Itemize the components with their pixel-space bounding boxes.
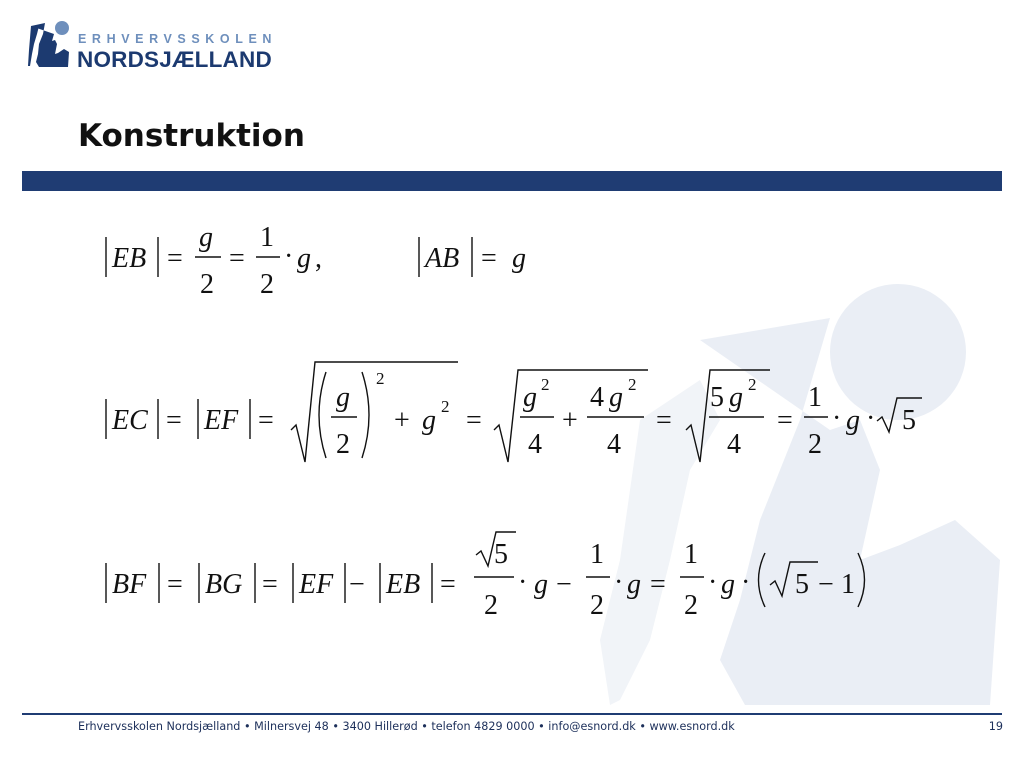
logo-text-top: ERHVERVSSKOLEN [78,32,278,46]
svg-text:·: · [866,403,876,434]
svg-text:·: · [518,567,528,598]
logo-text-bottom: NORDSJÆLLAND [77,47,272,72]
svg-text:EF: EF [299,569,334,600]
svg-text:2: 2 [376,369,385,388]
svg-text:·: · [708,567,718,598]
svg-text:=: = [262,569,278,600]
svg-text:5: 5 [795,569,809,600]
svg-text:g: g [199,222,213,253]
svg-text:2: 2 [590,590,604,621]
svg-text:g: g [512,243,526,274]
svg-text:5: 5 [710,382,724,413]
svg-text:g: g [336,382,350,413]
formula-bf [106,532,865,621]
svg-text:+: + [562,405,578,436]
svg-text:g: g [729,382,743,413]
svg-text:+: + [394,405,410,436]
formula-ab [419,237,526,277]
svg-text:EC: EC [112,405,148,436]
svg-text:g: g [609,382,623,413]
svg-text:·: · [614,567,624,598]
svg-text:EB: EB [112,243,147,274]
svg-text:EB: EB [386,569,421,600]
svg-text:=: = [656,405,672,436]
svg-text:=: = [167,243,183,274]
svg-text:2: 2 [808,429,822,460]
svg-text:g: g [627,569,641,600]
svg-text:g: g [534,569,548,600]
svg-text:1: 1 [684,539,698,570]
svg-text:1: 1 [260,222,274,253]
svg-text:=: = [466,405,482,436]
svg-text:2: 2 [484,590,498,621]
svg-text:4: 4 [727,429,741,460]
slide-title: Konstruktion [78,118,305,154]
svg-text:2: 2 [260,269,274,300]
svg-text:g: g [846,405,860,436]
svg-text:=: = [650,569,666,600]
page-number: 19 [988,720,1003,733]
svg-text:2: 2 [336,429,350,460]
formula-eb [106,222,322,300]
svg-text:1: 1 [808,382,822,413]
svg-text:=: = [777,405,793,436]
svg-text:=: = [258,405,274,436]
svg-text:=: = [167,569,183,600]
svg-text:−: − [818,569,834,600]
svg-text:2: 2 [541,375,550,394]
svg-text:·: · [832,403,842,434]
formula-ec [106,362,922,462]
svg-text:,: , [315,243,322,274]
svg-text:2: 2 [684,590,698,621]
svg-text:4: 4 [590,382,604,413]
svg-text:−: − [349,569,365,600]
svg-text:g: g [297,243,311,274]
svg-text:BG: BG [205,569,243,600]
svg-text:BF: BF [112,569,147,600]
svg-text:2: 2 [441,397,450,416]
svg-text:2: 2 [200,269,214,300]
svg-text:1: 1 [590,539,604,570]
svg-text:4: 4 [607,429,621,460]
svg-text:5: 5 [902,405,916,436]
svg-text:·: · [741,567,751,598]
footer-divider [22,713,1002,715]
svg-text:−: − [556,569,572,600]
svg-text:g: g [523,382,537,413]
svg-text:EF: EF [204,405,239,436]
svg-text:=: = [166,405,182,436]
svg-text:4: 4 [528,429,542,460]
svg-text:g: g [422,405,436,436]
svg-text:=: = [229,243,245,274]
svg-text:·: · [284,241,294,272]
svg-text:=: = [440,569,456,600]
svg-text:1: 1 [841,569,855,600]
svg-text:5: 5 [494,539,508,570]
svg-text:AB: AB [425,243,460,274]
footer-contact-text: Erhvervsskolen Nordsjælland • Milnersvej 48 • 3400 Hillerød • telefon 4829 0000 • info@esnord.dk • www.esnord.dk [78,720,735,733]
svg-text:=: = [481,243,497,274]
svg-text:g: g [721,569,735,600]
svg-text:2: 2 [748,375,757,394]
svg-text:2: 2 [628,375,637,394]
